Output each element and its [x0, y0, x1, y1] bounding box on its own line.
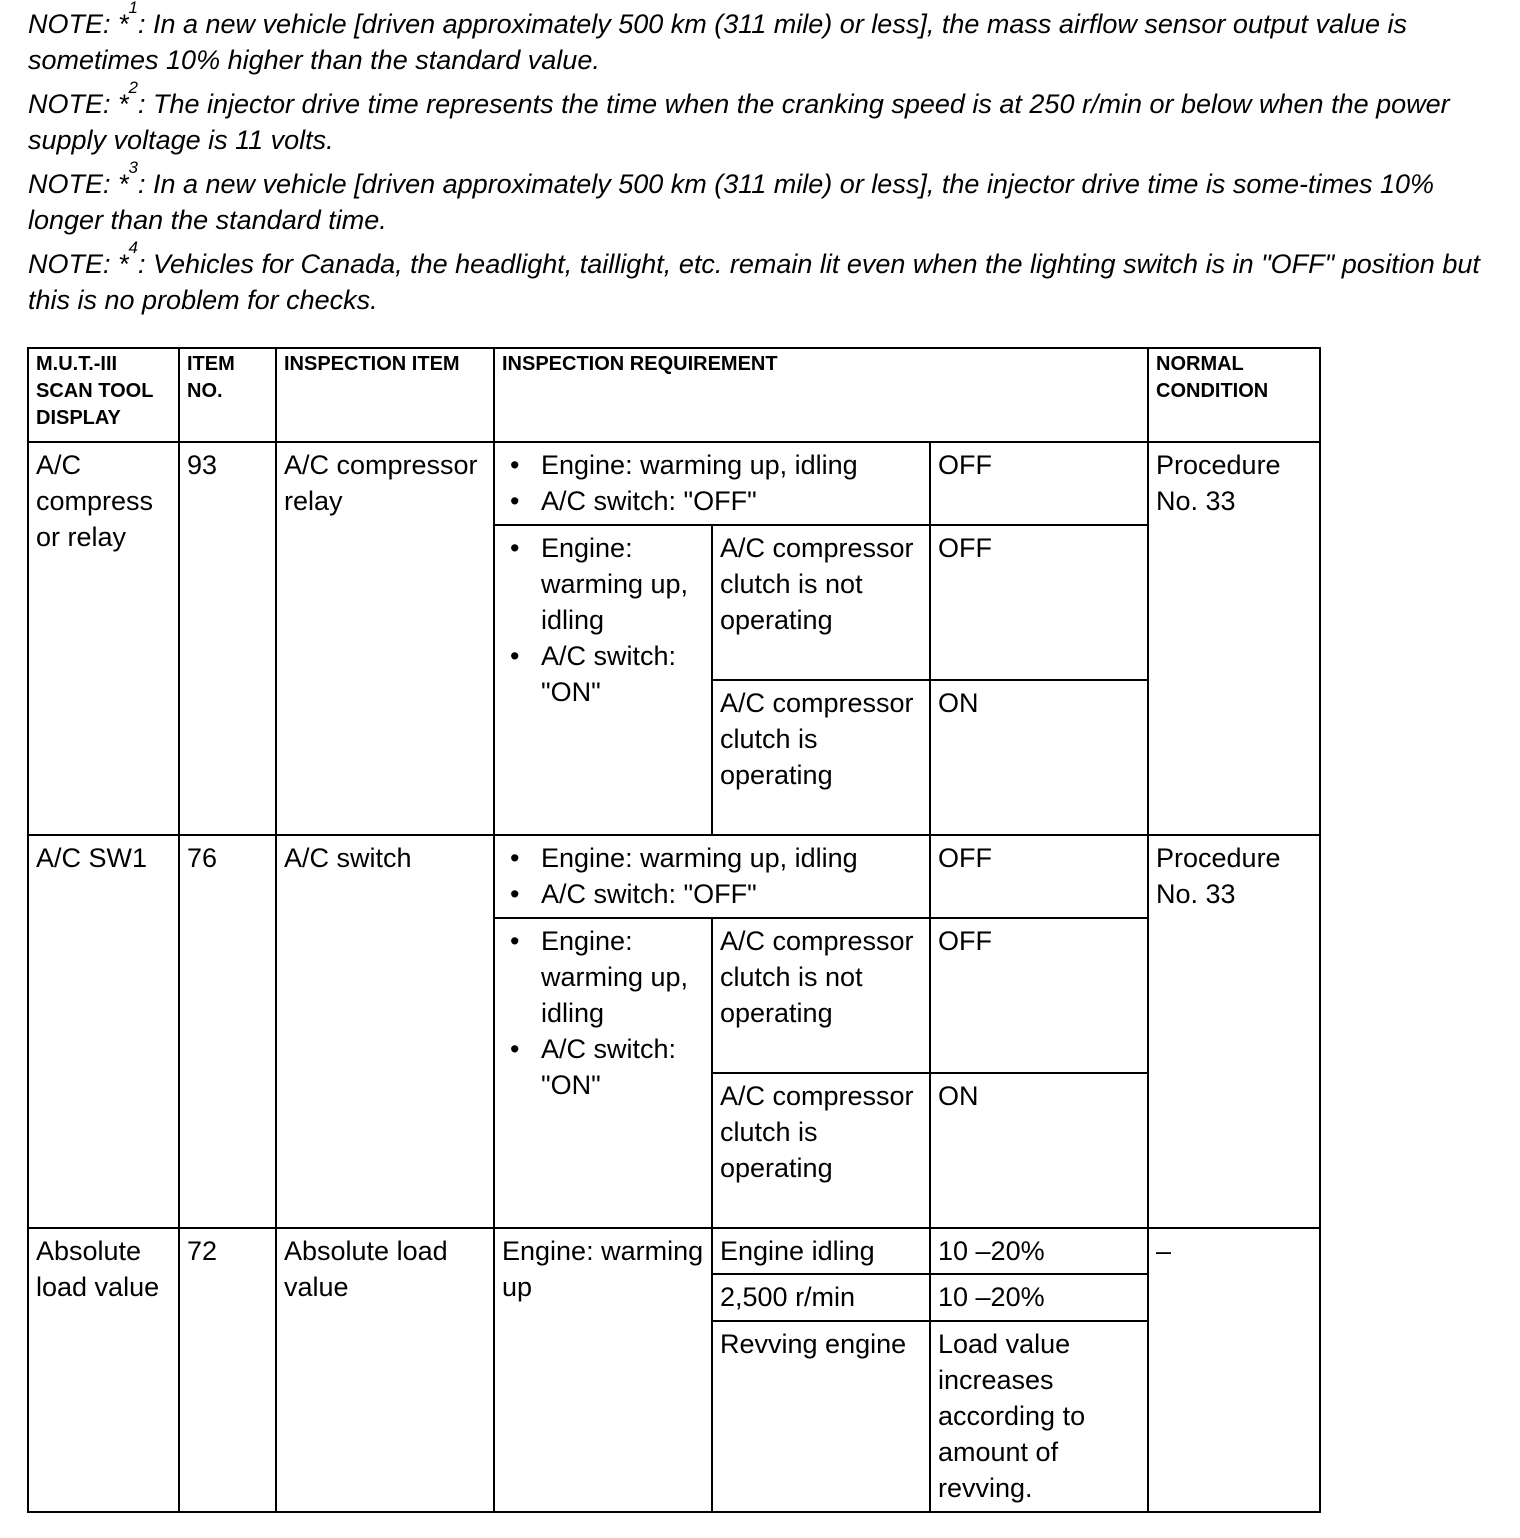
cell-normal: 10 –20%: [930, 1274, 1148, 1321]
note-4: NOTE: *$^4$: Vehicles for Canada, the headlight, taillight, etc. remain lit even when the lighting switch is in "OFF" position but this is no problem for checks.: [28, 238, 1480, 315]
cell-sub-condition: Engine idling: [712, 1228, 930, 1274]
table-row: [28, 1228, 1320, 1274]
cell-display: A/C SW1: [28, 835, 179, 1228]
cell-sub-condition: A/C compressor clutch is operating: [712, 680, 930, 835]
table-row: [28, 835, 1320, 918]
cell-normal: 10 –20%: [930, 1228, 1148, 1274]
cell-normal: OFF: [930, 525, 1148, 680]
cell-requirement: [494, 918, 712, 1228]
cell-procedure: –: [1148, 1228, 1320, 1512]
cell-normal: OFF: [930, 442, 1148, 525]
note-3: NOTE: *$^3$: In a new vehicle [driven approximately 500 km (311 mile) or less], the injector drive time is some-times 10% longer than the standard time.: [28, 158, 1434, 235]
cell-sub-condition: A/C compressor clutch is not operating: [712, 525, 930, 680]
cell-normal: OFF: [930, 835, 1148, 918]
cell-item: Absolute load value: [276, 1228, 494, 1512]
cell-normal: ON: [930, 680, 1148, 835]
header-item-no: ITEM NO.: [179, 348, 276, 442]
cell-display: Absolute load value: [28, 1228, 179, 1512]
cell-sub-condition: Revving engine: [712, 1321, 930, 1512]
list-item: • A/C switch: "OFF": [502, 876, 923, 912]
cell-item: A/C compressor relay: [276, 442, 494, 835]
list-item: • A/C switch: "ON": [502, 1031, 705, 1103]
list-item: • Engine: warming up, idling: [502, 923, 705, 1031]
header-inspection-item: INSPECTION ITEM: [276, 348, 494, 442]
notes-section: [28, 0, 1498, 326]
list-item: • Engine: warming up, idling: [502, 840, 923, 876]
table-row: [28, 442, 1320, 525]
cell-sub-condition: A/C compressor clutch is not operating: [712, 918, 930, 1073]
cell-item-no: 93: [179, 442, 276, 835]
cell-procedure: Procedure No. 33: [1148, 835, 1320, 1228]
table-header-row: [28, 348, 1320, 442]
note-1: NOTE: *$^1$: In a new vehicle [driven approximately 500 km (311 mile) or less], the mass airflow sensor output value is sometimes 10% higher than the standard value.: [28, 0, 1408, 75]
cell-requirement: [494, 525, 712, 835]
list-item: • A/C switch: "ON": [502, 638, 705, 710]
cell-display: A/C compress or relay: [28, 442, 179, 835]
note-2: NOTE: *$^2$: The injector drive time represents the time when the cranking speed is at 250 r/min or below when the power supply voltage is 11 volts.: [28, 78, 1450, 155]
header-normal-condition: NORMAL CONDITION: [1148, 348, 1320, 442]
cell-normal: ON: [930, 1073, 1148, 1228]
cell-procedure: Procedure No. 33: [1148, 442, 1320, 835]
cell-requirement: Engine: warming up: [494, 1228, 712, 1512]
header-inspection-requirement: INSPECTION REQUIREMENT: [494, 348, 1148, 442]
cell-sub-condition: A/C compressor clutch is operating: [712, 1073, 930, 1228]
list-item: • A/C switch: "OFF": [502, 483, 923, 519]
cell-item-no: 72: [179, 1228, 276, 1512]
cell-normal: Load value increases according to amount of revving.: [930, 1321, 1148, 1512]
inspection-table: [27, 347, 1321, 1513]
list-item: • Engine: warming up, idling: [502, 530, 705, 638]
header-scan-tool-display: M.U.T.-III SCAN TOOL DISPLAY: [28, 348, 179, 442]
cell-item-no: 76: [179, 835, 276, 1228]
cell-requirement: [494, 835, 930, 918]
cell-sub-condition: 2,500 r/min: [712, 1274, 930, 1321]
cell-requirement: [494, 442, 930, 525]
cell-normal: OFF: [930, 918, 1148, 1073]
cell-item: A/C switch: [276, 835, 494, 1228]
list-item: • Engine: warming up, idling: [502, 447, 923, 483]
